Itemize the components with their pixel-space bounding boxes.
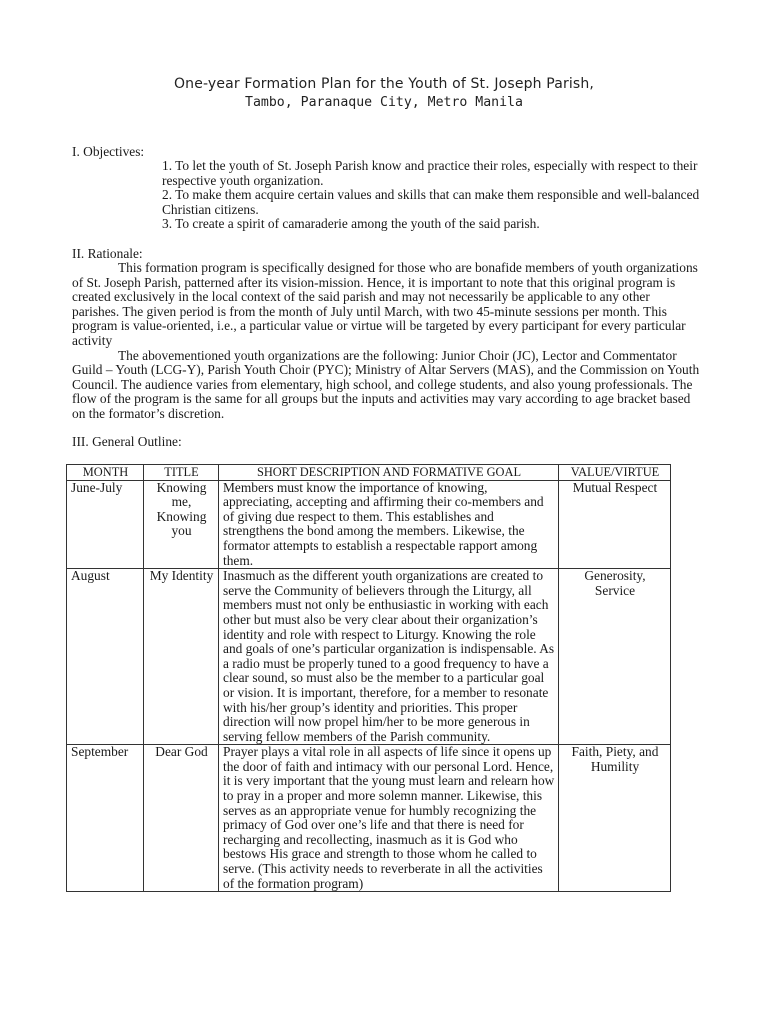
- cell-value: Generosity, Service: [559, 569, 671, 745]
- objective-item: 2. To make them acquire certain values and skills that can make them responsible and well-balanced Christian citizens.: [162, 187, 700, 217]
- column-header-value: VALUE/VIRTUE: [559, 465, 671, 481]
- table-header-row: [67, 465, 671, 481]
- cell-title: Knowing me, Knowing you: [144, 480, 219, 569]
- general-outline-table: [66, 464, 671, 892]
- table-row: [67, 480, 671, 569]
- cell-month: August: [67, 569, 144, 745]
- cell-month: September: [67, 745, 144, 892]
- objectives-heading: I. Objectives:: [72, 144, 145, 159]
- cell-description: Inasmuch as the different youth organizations are created to serve the Community of believers through the Liturgy, all members must not only be enthusiastic in working with each other but must also be very clear about their organization’s identity and role with respect to Liturgy. Knowing the role and goals of one’s particular organization is indispensable. As a radio must be properly tuned to a good frequency to have a clear sound, so must also be the member to a particular goal or vision. It is important, therefore, for a member to resonate with his/her group’s identity and priorities. This proper direction will now propel him/her to be more generous in serving fellow members of the Parish community.: [219, 569, 559, 745]
- rationale-paragraph: This formation program is specifically designed for those who are bonafide members of youth organizations of St. Joseph Parish, patterned after its vision-mission. Hence, it is important to note that this original program is created exclusively in the local context of the said parish and may not necessarily be applicable to any other parishes. The given period is from the month of July until March, with two 45-minute sessions per month. This program is value-oriented, i.e., a particular value or virtue will be targeted by every participant for every particular activity: [72, 260, 698, 348]
- document-header: [0, 76, 768, 111]
- cell-value: Faith, Piety, and Humility: [559, 745, 671, 892]
- cell-description: Prayer plays a vital role in all aspects of life since it opens up the door of faith and intimacy with our personal Lord. Hence, it is very important that the young must learn and relearn how to pray in a proper and more solemn manner. Likewise, this serves as an appropriate venue for humbly recognizing the primacy of God over one’s life and that there is need for recharging and recollecting, inasmuch as it is God who bestows His grace and strength to those whom he called to serve. (This activity needs to reverberate in all the activities of the formation program): [219, 745, 559, 892]
- rationale-body: [72, 261, 700, 422]
- cell-month: June-July: [67, 480, 144, 569]
- cell-description: Members must know the importance of knowing, appreciating, accepting and affirming their co-members and of giving due respect to them. This establishes and strengthens the bond among the members. Likewise, the formator attempts to establish a respectable rapport among them.: [219, 480, 559, 569]
- document-subtitle: Tambo, Paranaque City, Metro Manila: [245, 95, 523, 110]
- cell-title: Dear God: [144, 745, 219, 892]
- objective-item: 3. To create a spirit of camaraderie among the youth of the said parish.: [162, 216, 540, 232]
- rationale-paragraph: The abovementioned youth organizations are the following: Junior Choir (JC), Lector and Commentator Guild – Youth (LCG-Y), Parish Youth Choir (PYC); Ministry of Altar Servers (MAS), and the Commission on Youth Council. The audience varies from elementary, high school, and college students, and also young professionals. The flow of the program is the same for all groups but the inputs and activities may vary according to age bracket based on the formator’s discretion.: [72, 347, 700, 421]
- objectives-list: [162, 159, 702, 232]
- cell-title: My Identity: [144, 569, 219, 745]
- outline-heading: III. General Outline:: [72, 434, 182, 449]
- objective-item: 1. To let the youth of St. Joseph Parish know and practice their roles, especially with respect to their respective youth organization.: [162, 158, 698, 188]
- column-header-title: TITLE: [144, 465, 219, 481]
- cell-value: Mutual Respect: [559, 480, 671, 569]
- document-title: One-year Formation Plan for the Youth of St. Joseph Parish,: [174, 76, 594, 92]
- rationale-heading: II. Rationale:: [72, 246, 143, 261]
- column-header-description: SHORT DESCRIPTION AND FORMATIVE GOAL: [219, 465, 559, 481]
- table-row: [67, 745, 671, 892]
- table-row: [67, 569, 671, 745]
- column-header-month: MONTH: [67, 465, 144, 481]
